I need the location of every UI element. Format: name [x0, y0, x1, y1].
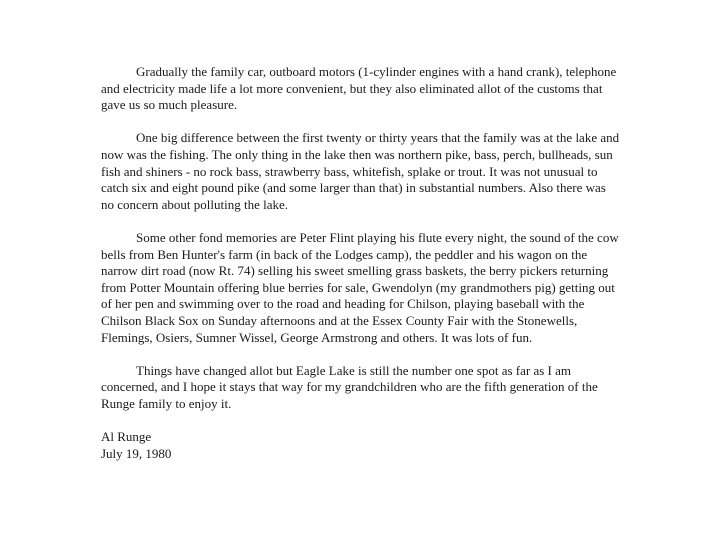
paragraph-customs: Gradually the family car, outboard motors (1-cylinder engines with a hand crank), telephone and electricity made life a lot more convenient, but they also eliminated allot of the customs that gave us so much pleasure.	[101, 64, 617, 113]
paragraph-fishing: One big difference between the first twenty or thirty years that the family was at the lake and now was the fishing. The only thing in the lake then was northern pike, bass, perch, bullheads, sun fish and shiners - no rock bass, strawberry bass, whitefish, splake or trout. It was not unusual to catch six and eight pound pike (and some larger than that) in substantial numbers. Also there was no concern about polluting the lake.	[101, 130, 620, 212]
signature-date: July 19, 1980	[101, 445, 172, 461]
paragraph-memories: Some other fond memories are Peter Flint playing his flute every night, the sound of the cow bells from Ben Hunter's farm (in back of the Lodges camp), the peddler and his wagon on the narrow dirt road (now Rt. 74) selling his sweet smelling grass baskets, the berry pickers returning from Potter Mountain offering blue berries for sale, Gwendolyn (my grandmothers pig) getting out of her pen and swimming over to the road and heading for Chilson, playing baseball with the Chilson Black Sox on Sunday afternoons and at the Essex County Fair with the Stonewells, Flemings, Osiers, Sumner Wissel, George Armstrong and others. It was lots of fun.	[101, 229, 619, 345]
document-page	[101, 64, 621, 462]
paragraph-closing: Things have changed allot but Eagle Lake is still the number one spot as far as I am concerned, and I hope it stays that way for my grandchildren who are the fifth generation of the Runge family to enjoy it.	[101, 362, 598, 411]
signature-block	[101, 429, 621, 462]
signature-name: Al Runge	[101, 429, 152, 445]
